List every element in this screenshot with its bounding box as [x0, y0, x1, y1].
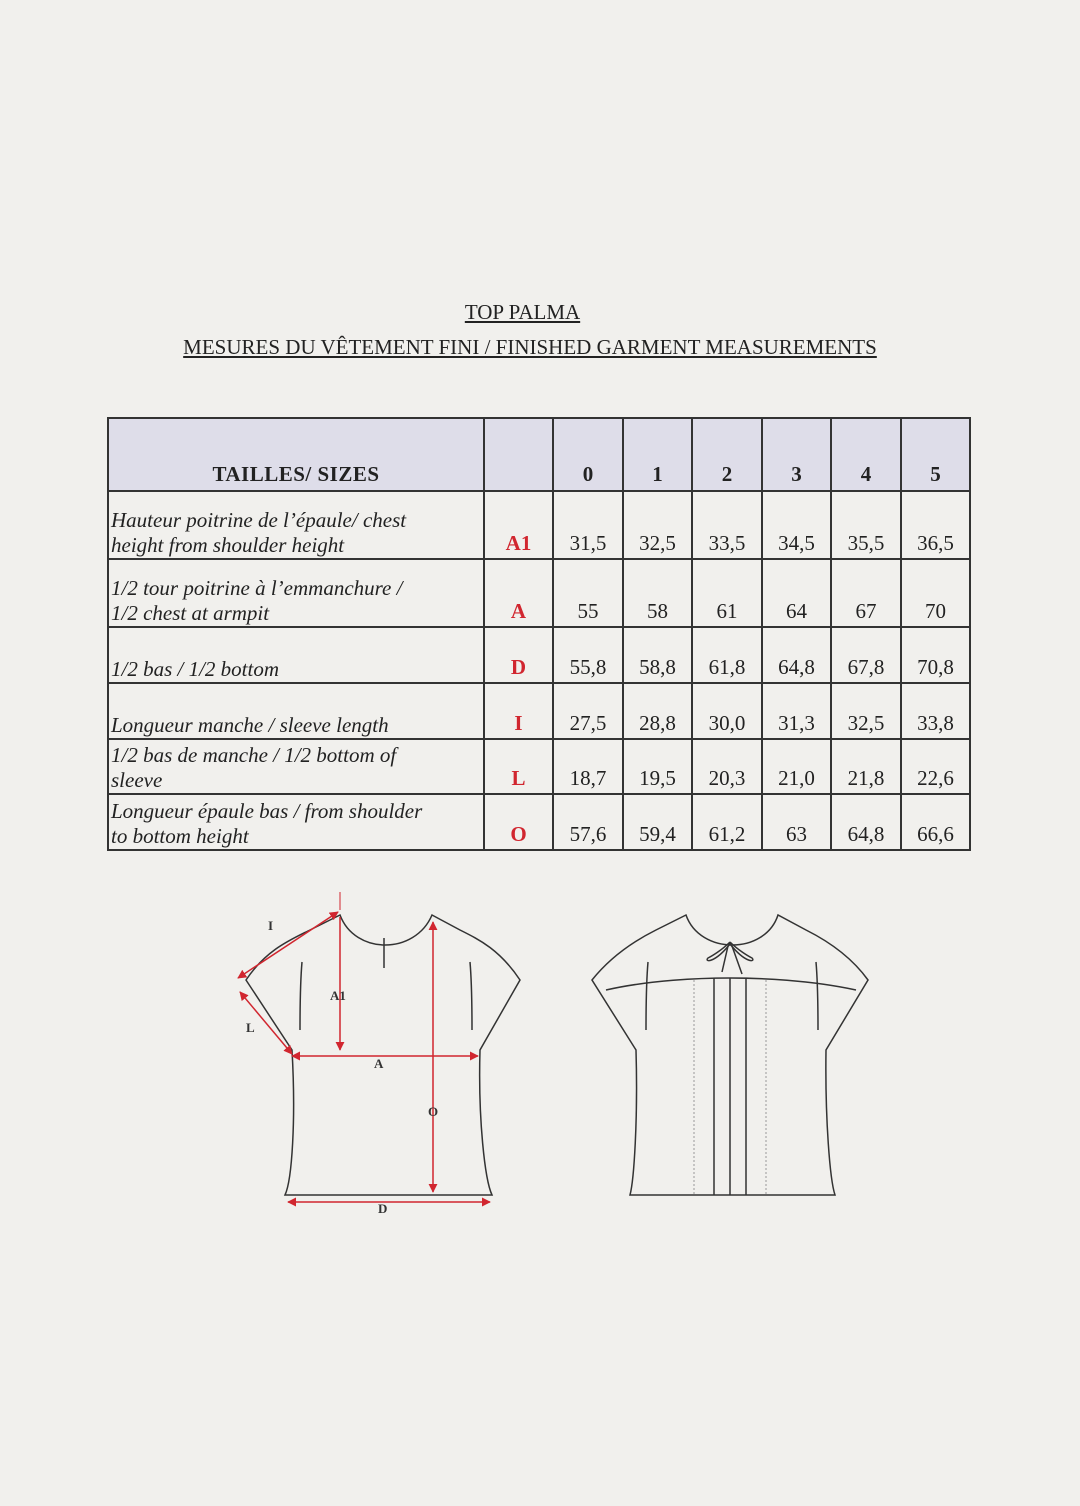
measurement-code: D	[484, 627, 553, 683]
measurement-value: 61	[692, 559, 762, 627]
label-O: O	[428, 1104, 439, 1119]
measurement-value: 70,8	[901, 627, 970, 683]
measurement-value: 67,8	[831, 627, 901, 683]
measurement-label-line: sleeve	[111, 768, 163, 792]
measurement-value: 21,0	[762, 739, 831, 794]
measurement-value: 20,3	[692, 739, 762, 794]
sizes-header: TAILLES/ SIZES	[108, 418, 484, 491]
label-I: I	[268, 918, 274, 933]
measurement-value: 28,8	[623, 683, 692, 739]
size-header: 5	[901, 418, 970, 491]
size-header: 2	[692, 418, 762, 491]
measurement-value: 18,7	[553, 739, 623, 794]
measurement-value: 61,2	[692, 794, 762, 850]
measurement-label-line: Longueur manche / sleeve length	[111, 713, 389, 737]
table-row	[108, 739, 970, 794]
table-row	[108, 559, 970, 627]
measurement-label-line: 1/2 tour poitrine à l’emmanchure /	[111, 576, 403, 600]
measurement-value: 27,5	[553, 683, 623, 739]
measurement-value: 22,6	[901, 739, 970, 794]
measurement-value: 33,8	[901, 683, 970, 739]
measurement-label-line: 1/2 bas de manche / 1/2 bottom of	[111, 743, 397, 767]
measurement-value: 31,3	[762, 683, 831, 739]
measurement-label	[108, 683, 484, 739]
size-header: 3	[762, 418, 831, 491]
measurement-value: 33,5	[692, 491, 762, 559]
measurement-value: 55,8	[553, 627, 623, 683]
measurement-label	[108, 739, 484, 794]
table-header-row	[108, 418, 970, 491]
table-row	[108, 491, 970, 559]
label-L: L	[246, 1020, 255, 1035]
table-row	[108, 794, 970, 850]
measurement-value: 32,5	[831, 683, 901, 739]
measurement-code: I	[484, 683, 553, 739]
measurement-label	[108, 559, 484, 627]
measurement-value: 57,6	[553, 794, 623, 850]
table-row	[108, 627, 970, 683]
measurement-label-line: 1/2 bas / 1/2 bottom	[111, 657, 280, 681]
measurement-label-line: Hauteur poitrine de l’épaule/ chest	[111, 508, 407, 532]
measurement-value: 19,5	[623, 739, 692, 794]
measurement-value: 58,8	[623, 627, 692, 683]
garment-diagrams	[0, 880, 1080, 1240]
measurement-value: 64,8	[831, 794, 901, 850]
measurement-code: O	[484, 794, 553, 850]
measurement-value: 34,5	[762, 491, 831, 559]
measure-lines	[238, 892, 490, 1202]
code-header	[484, 418, 553, 491]
label-D: D	[378, 1201, 388, 1216]
measurements-table	[107, 417, 971, 851]
measurement-value: 63	[762, 794, 831, 850]
back-view-drawing	[592, 915, 868, 1195]
page-subtitle: MESURES DU VÊTEMENT FINI / FINISHED GARMENT MEASUREMENTS	[183, 335, 877, 359]
measurement-label	[108, 491, 484, 559]
measurement-value: 59,4	[623, 794, 692, 850]
measurement-label-line: to bottom height	[111, 824, 249, 848]
measurement-value: 21,8	[831, 739, 901, 794]
measurement-value: 61,8	[692, 627, 762, 683]
label-A1: A1	[330, 988, 346, 1003]
measurement-label-line: 1/2 chest at armpit	[111, 601, 270, 625]
measurement-code: L	[484, 739, 553, 794]
measurement-value: 70	[901, 559, 970, 627]
measurement-value: 55	[553, 559, 623, 627]
page-title: TOP PALMA	[464, 300, 581, 324]
measurement-code: A1	[484, 491, 553, 559]
table-row	[108, 683, 970, 739]
front-view-drawing	[246, 915, 520, 1195]
size-header: 1	[623, 418, 692, 491]
size-header: 0	[553, 418, 623, 491]
measurement-label-line: height from shoulder height	[111, 533, 345, 557]
measurement-value: 66,6	[901, 794, 970, 850]
measurement-value: 31,5	[553, 491, 623, 559]
measurement-value: 58	[623, 559, 692, 627]
measurement-value: 64,8	[762, 627, 831, 683]
measurement-value: 36,5	[901, 491, 970, 559]
size-header: 4	[831, 418, 901, 491]
measurement-code: A	[484, 559, 553, 627]
measurement-label	[108, 627, 484, 683]
measurement-value: 30,0	[692, 683, 762, 739]
measurement-value: 32,5	[623, 491, 692, 559]
measurement-label	[108, 794, 484, 850]
measurement-value: 64	[762, 559, 831, 627]
measurement-label-line: Longueur épaule bas / from shoulder	[111, 799, 423, 823]
measurement-value: 35,5	[831, 491, 901, 559]
measurement-value: 67	[831, 559, 901, 627]
label-A: A	[374, 1056, 384, 1071]
